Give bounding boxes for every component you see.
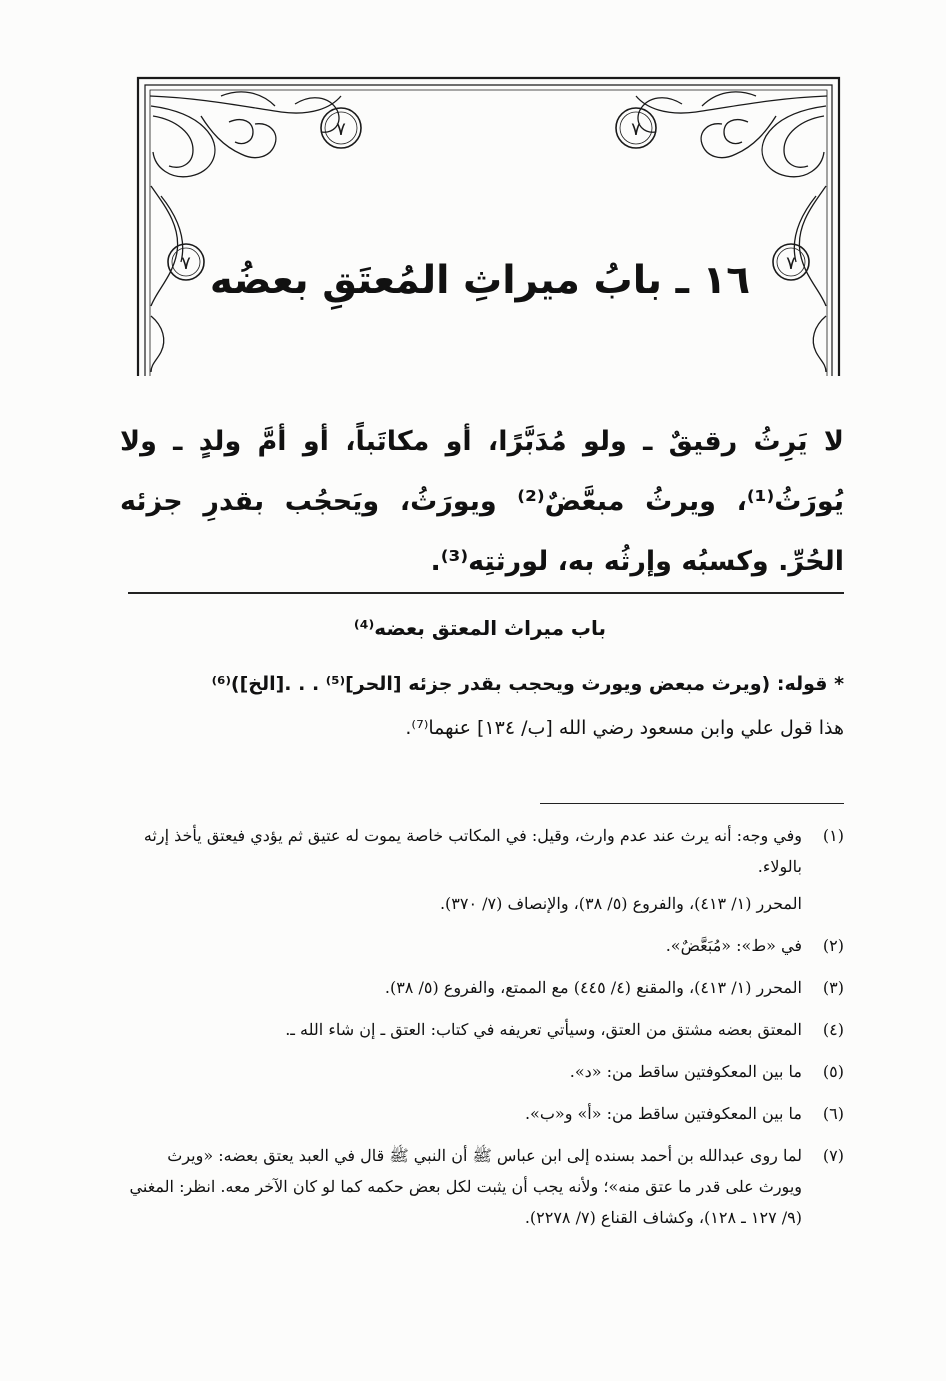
frame-medallion-digit: ٧ <box>786 253 796 274</box>
footnote-paragraph: ما بين المعكوفتين ساقط من: «أ» و«ب». <box>524 1104 802 1123</box>
footnote <box>128 1140 844 1233</box>
footnote-text <box>128 1056 802 1087</box>
footnote-number: (١) <box>822 826 844 845</box>
frame-medallion-digit: ٧ <box>336 119 346 140</box>
footnote-separator-rule <box>540 803 844 804</box>
footnote-paragraph: المحرر (١/ ٤١٣)، والفروع (٥/ ٣٨)، والإنصاف (٧/ ٣٧٠). <box>439 894 802 913</box>
footnote-number: (٦) <box>822 1104 844 1123</box>
footnotes-list <box>128 820 844 1244</box>
footnote-paragraph: في «ط»: «مُبَعَّضٌ». <box>665 936 802 955</box>
footnote-number: (٢) <box>822 936 844 955</box>
footnote-paragraph: المعتق بعضه مشتق من العتق، وسيأتي تعريفه في كتاب: العتق ـ إن شاء الله ـ. <box>285 1020 802 1039</box>
commentary-title: باب ميراث المعتق بعضه⁽⁴⁾ <box>353 616 607 640</box>
footnote-paragraph: المحرر (١/ ٤١٣)، والمقنع (٤/ ٤٤٥) مع الممتع، والفروع (٥/ ٣٨). <box>384 978 802 997</box>
footnote-number: (٤) <box>822 1020 844 1039</box>
footnote-number: (٣) <box>822 978 844 997</box>
ornamental-chapter-frame <box>136 76 841 376</box>
footnote-text <box>128 972 802 1003</box>
commentary-body <box>128 662 844 750</box>
frame-medallion-digit: ٧ <box>181 253 191 274</box>
footnote-text <box>128 1014 802 1045</box>
commentary-paragraph: هذا قول علي وابن مسعود رضي الله [ب/ ١٣٤] عنهما⁽⁷⁾. <box>405 717 844 739</box>
footnote <box>128 930 844 961</box>
footnote-paragraph: لما روى عبدالله بن أحمد بسنده إلى ابن عباس ﷺ أن النبي ﷺ قال في العبد يعتق بعضه: «ويرث ويورث على قدر ما عتق منه»؛ ولأنه يجب أن يثبت لكل بعض حكمه كما لو كان الآخر معه. انظر: المغني (٩/ ١٢٧ ـ ١٢٨)، وكشاف القناع (٧/ ٢٢٧٨). <box>129 1146 802 1227</box>
footnote-number: (٥) <box>822 1062 844 1081</box>
footnote-number: (٧) <box>822 1146 844 1165</box>
footnote-text <box>128 1140 802 1233</box>
footnote <box>128 1014 844 1045</box>
main-text: لا يَرِثُ رقيقٌ ـ ولو مُدَبَّرًا، أو مكاتَباً، أو أمَّ ولدٍ ـ ولا يُورَثُ⁽¹⁾، ويرثُ مبعَّضٌ⁽²⁾ ويورَثُ، ويَحجُب بقدرِ جزئه الحُرِّ. وكسبُه وإرثُه به، لورثتِه⁽³⁾. <box>120 426 844 577</box>
footnote-paragraph: ما بين المعكوفتين ساقط من: «د». <box>569 1062 802 1081</box>
main-separator-rule <box>128 592 844 594</box>
footnote-paragraph: وفي وجه: أنه يرث عند عدم وارث، وقيل: في المكاتب خاصة يموت له عتيق ثم يؤدي فيعتق يأخذ إرثه بالولاء. <box>143 826 802 876</box>
footnote-text <box>128 1098 802 1129</box>
footnote <box>128 820 844 919</box>
commentary-quote: * قوله: (ويرث مبعض ويورث ويحجب بقدر جزئه [الحر]⁽⁵⁾ . . .[الخ])⁽⁶⁾ <box>211 673 844 695</box>
footnote-text <box>128 820 802 919</box>
footnote-text <box>128 930 802 961</box>
footnote <box>128 1098 844 1129</box>
footnote <box>128 1056 844 1087</box>
chapter-heading: ١٦ ـ بابُ ميراثِ المُعتَقِ بعضُه <box>209 258 751 303</box>
footnote <box>128 972 844 1003</box>
frame-medallion-digit: ٧ <box>631 119 641 140</box>
